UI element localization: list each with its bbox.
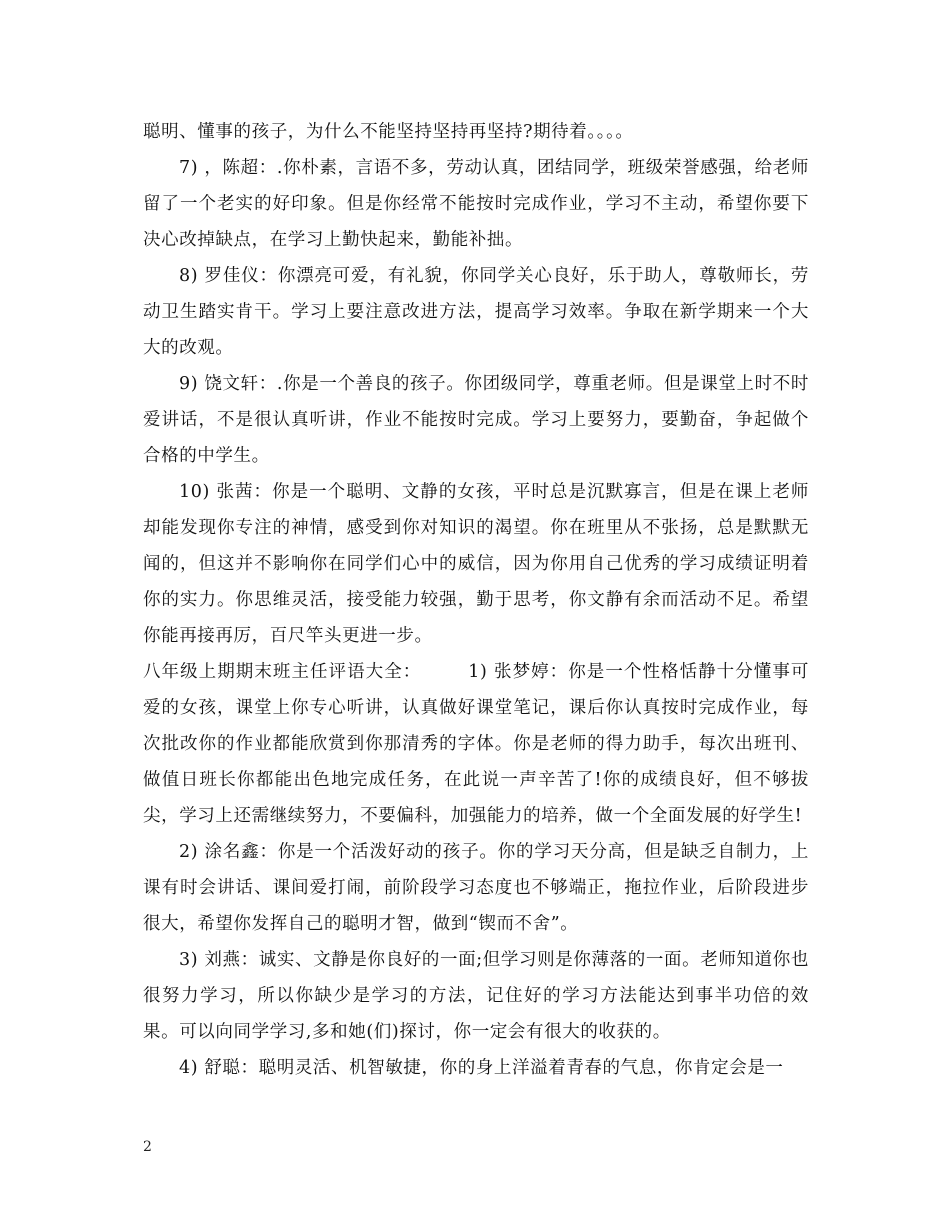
paragraph-comment-7: 7) ，陈超：.你朴素，言语不多，劳动认真，团结同学，班级荣誉感强，给老师留了一个老实的好印象。但是你经常不能按时完成作业，学习不主动，希望你要下决心改掉缺点，在学习上勤快起来，勤能补拙。 (143, 158, 809, 250)
paragraph-comment-2: 2) 涂名鑫：你是一个活泼好动的孩子。你的学习天分高，但是缺乏自制力，上课有时会讲话、课间爱打闹，前阶段学习态度也不够端正，拖拉作业，后阶段进步很大，希望你发挥自己的聪明才智，做到“锲而不舍”。 (143, 842, 809, 934)
paragraph-comment-3: 3) 刘燕：诚实、文静是你良好的一面;但学习则是你薄落的一面。老师知道你也很努力学习，所以你缺少是学习的方法，记住好的学习方法能达到事半功倍的效果。可以向同学学习,多和她(们)探讨，你一定会有很大的收获的。 (143, 950, 809, 1042)
paragraph-comment-4: 4) 舒聪：聪明灵活、机智敏捷，你的身上洋溢着青春的气息，你肯定会是一 (179, 1058, 784, 1078)
paragraph-comment-10: 10) 张茜：你是一个聪明、文静的女孩，平时总是沉默寡言，但是在课上老师却能发现你专注的神情，感受到你对知识的渴望。你在班里从不张扬，总是默默无闻的，但这并不影响你在同学们心中的威信，因为你用自己优秀的学习成绩证明着你的实力。你思维灵活，接受能力较强，勤于思考，你文静有余而活动不足。希望你能再接再厉，百尺竿头更进一步。 (143, 482, 809, 646)
paragraph-comment-9: 9) 饶文轩：.你是一个善良的孩子。你团级同学，尊重老师。但是课堂上时不时爱讲话，不是很认真听讲，作业不能按时完成。学习上要努力，要勤奋，争起做个合格的中学生。 (143, 374, 809, 466)
paragraph-section-heading: 八年级上期期末班主任评语大全： 1) 张梦婷：你是一个性格恬静十分懂事可爱的女孩，课堂上你专心听讲，认真做好课堂笔记，课后你认真按时完成作业，每次批改你的作业都能欣赏到你那清秀的字体。你是老师的得力助手，每次出班刊、做值日班长你都能出色地完成任务，在此说一声辛苦了!你的成绩良好，但不够拔尖，学习上还需继续努力，不要偏科，加强能力的培养，做一个全面发展的好学生! (143, 662, 809, 826)
document-body (143, 114, 809, 1086)
page-number: 2 (143, 1139, 152, 1155)
paragraph-comment-8: 8) 罗佳仪：你漂亮可爱，有礼貌，你同学关心良好，乐于助人，尊敬师长，劳动卫生踏实肯干。学习上要注意改进方法，提高学习效率。争取在新学期来一个大大的改观。 (143, 266, 809, 358)
paragraph-continuation: 聪明、懂事的孩子，为什么不能坚持坚持再坚持?期待着。。。。 (143, 122, 634, 142)
